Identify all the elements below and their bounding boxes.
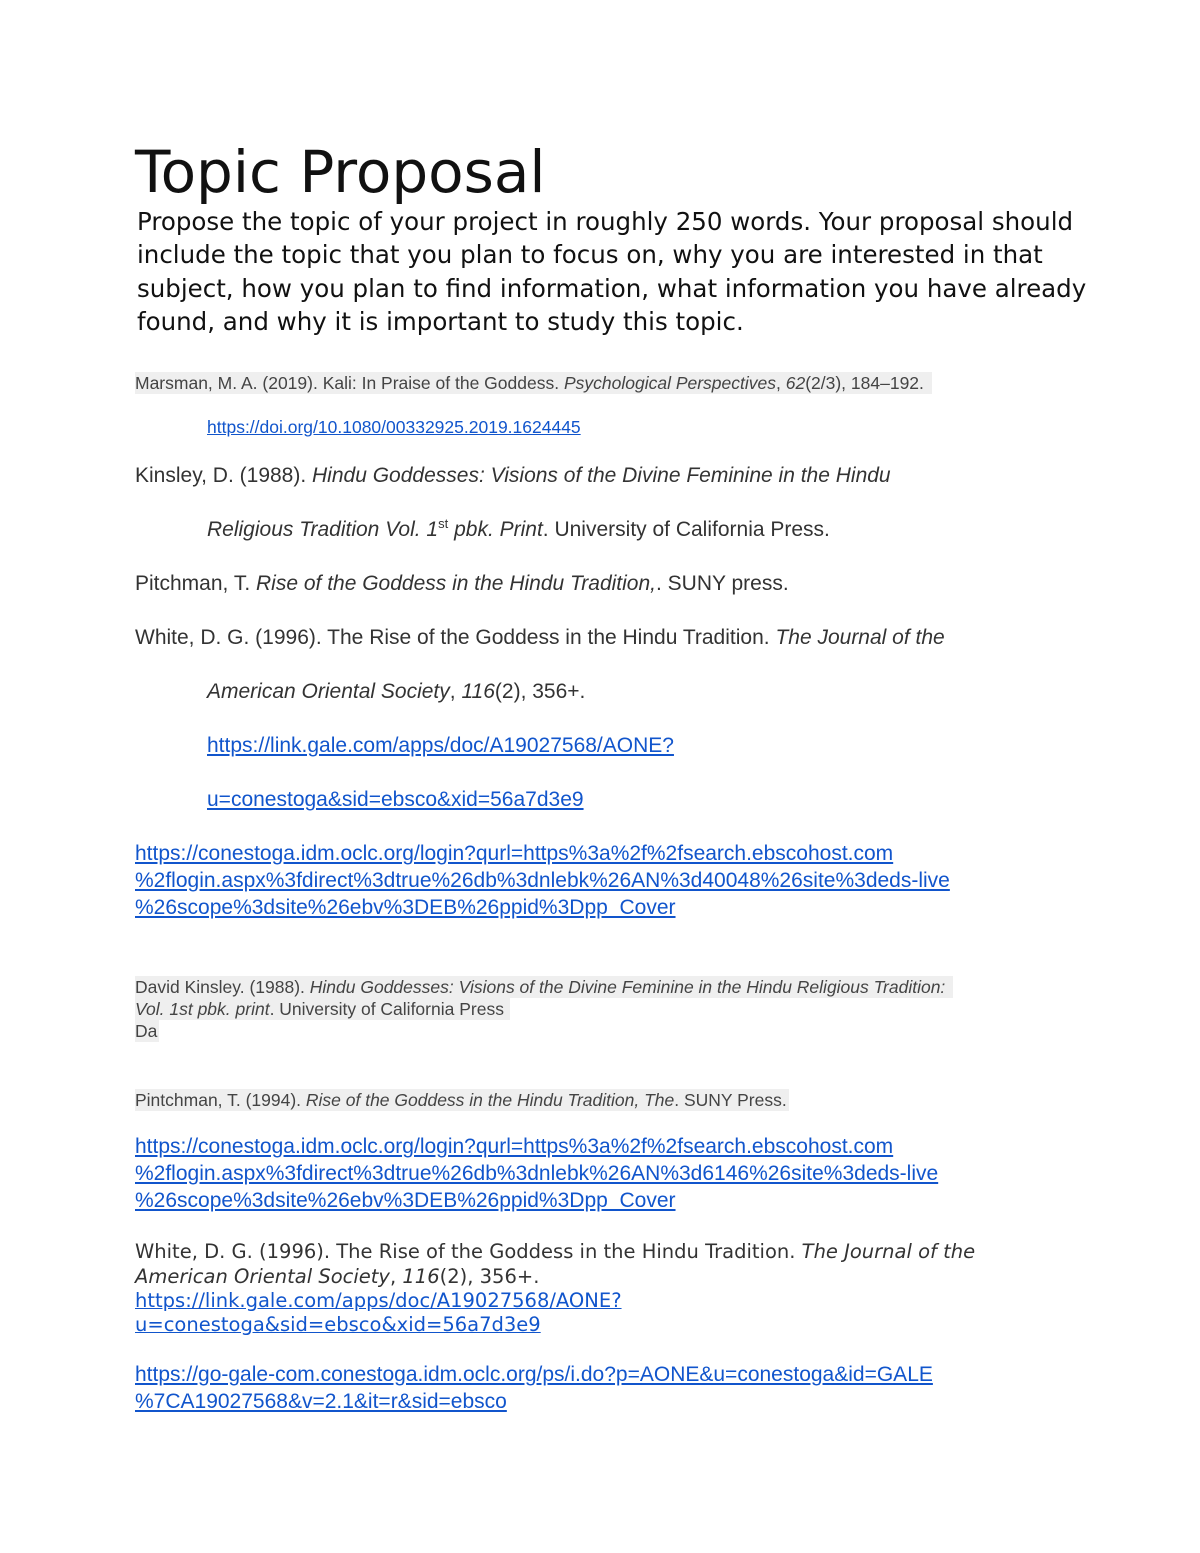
ref-volume: 62 bbox=[785, 373, 806, 393]
reference-white-2 bbox=[135, 1239, 975, 1265]
ref-volume: 116 bbox=[461, 680, 495, 703]
ref-journal: The Journal of the bbox=[801, 1240, 976, 1263]
page-title: Topic Proposal bbox=[135, 138, 546, 206]
ref-publisher: . SUNY Press. bbox=[674, 1090, 787, 1110]
ref-author: White, D. G. (1996). The Rise of the Goddess in the Hindu Tradition. bbox=[135, 1240, 802, 1263]
ebsco-link-line1[interactable]: https://conestoga.idm.oclc.org/login?qurl=https%3a%2f%2fsearch.ebscohost.com bbox=[135, 842, 894, 865]
reference-kinsley bbox=[135, 463, 891, 489]
reference-white-2-cont bbox=[135, 1264, 539, 1290]
ref-author: Pintchman, T. (1994). bbox=[135, 1090, 306, 1110]
ref-journal: The Journal of the bbox=[775, 626, 945, 649]
ebsco-link-2-line2[interactable]: %2flogin.aspx%3fdirect%3dtrue%26db%3dnlebk%26AN%3d6146%26site%3deds-live bbox=[135, 1162, 939, 1185]
ref-journal-cont: American Oriental Society bbox=[135, 1265, 390, 1288]
ref-title: Hindu Goddesses: Visions of the Divine Feminine in the Hindu Religious Tradition: bbox=[309, 977, 946, 997]
ebsco-link-line2[interactable]: %2flogin.aspx%3fdirect%3dtrue%26db%3dnlebk%26AN%3d40048%26site%3deds-live bbox=[135, 869, 950, 892]
gale-link-part2[interactable]: u=conestoga&sid=ebsco&xid=56a7d3e9 bbox=[207, 788, 584, 811]
ebsco-link-2-line1[interactable]: https://conestoga.idm.oclc.org/login?qurl=https%3a%2f%2fsearch.ebscohost.com bbox=[135, 1135, 894, 1158]
reference-white-cont bbox=[207, 679, 585, 705]
gale-link-part1[interactable]: https://link.gale.com/apps/doc/A19027568/AONE? bbox=[207, 734, 674, 757]
reference-white bbox=[135, 625, 945, 651]
ref-author: Marsman, M. A. (2019). Kali: In Praise of the Goddess. bbox=[135, 373, 564, 393]
ref-superscript: st bbox=[438, 516, 449, 531]
ref-pages: (2), 356+. bbox=[439, 1265, 540, 1288]
ref-title-cont: Vol. 1st pbk. print bbox=[135, 999, 270, 1019]
reference-kinsley-2 bbox=[135, 976, 953, 998]
ref-publisher: . SUNY press. bbox=[656, 572, 789, 595]
ref-sep: , bbox=[389, 1265, 403, 1288]
ref-journal-cont: American Oriental Society bbox=[207, 680, 450, 703]
ref-author: White, D. G. (1996). The Rise of the Goddess in the Hindu Tradition. bbox=[135, 626, 776, 649]
reference-marsman bbox=[135, 372, 932, 394]
ebsco-link-2-line3[interactable]: %26scope%3dsite%26ebv%3DEB%26ppid%3Dpp_Cover bbox=[135, 1189, 676, 1212]
ref-author: David Kinsley. (1988). bbox=[135, 977, 310, 997]
ref-title-end: pbk. Print bbox=[448, 518, 543, 541]
ref-journal: Psychological Perspectives bbox=[563, 373, 776, 393]
reference-pitchman bbox=[135, 571, 789, 597]
doi-link[interactable]: https://doi.org/10.1080/00332925.2019.1624445 bbox=[207, 417, 581, 437]
ref-title-cont: Religious Tradition Vol. 1 bbox=[207, 518, 439, 541]
gale-proxy-link-line1[interactable]: https://go-gale-com.conestoga.idm.oclc.org/ps/i.do?p=AONE&u=conestoga&id=GALE bbox=[135, 1363, 933, 1386]
ref-title: Hindu Goddesses: Visions of the Divine Feminine in the Hindu bbox=[312, 464, 891, 487]
trailing-fragment: Da bbox=[135, 1021, 158, 1041]
ref-pages: (2/3), 184–192. bbox=[805, 373, 924, 393]
ref-title: Rise of the Goddess in the Hindu Tradition, The bbox=[305, 1090, 675, 1110]
gale-proxy-link-line2[interactable]: %7CA19027568&v=2.1&it=r&sid=ebsco bbox=[135, 1390, 507, 1413]
gale-link-2-part1[interactable]: https://link.gale.com/apps/doc/A19027568/AONE? bbox=[135, 1289, 622, 1312]
ref-publisher: . University of California Press bbox=[269, 999, 504, 1019]
ref-sep: , bbox=[776, 373, 786, 393]
gale-link-2-part2[interactable]: u=conestoga&sid=ebsco&xid=56a7d3e9 bbox=[135, 1313, 541, 1336]
ref-sep: , bbox=[449, 680, 462, 703]
ref-publisher: . University of California Press. bbox=[542, 518, 830, 541]
ref-author: Kinsley, D. (1988). bbox=[135, 464, 313, 487]
ref-pages: (2), 356+. bbox=[494, 680, 586, 703]
ref-volume: 116 bbox=[402, 1265, 440, 1288]
assignment-prompt: Propose the topic of your project in roughly 250 words. Your proposal should include the topic that you plan to focus on, why you are interested in that subject, how you plan to find information, what information you have already found, and why it is important to study this topic. bbox=[137, 207, 1087, 336]
reference-kinsley-2-cont bbox=[135, 998, 510, 1020]
ebsco-link-line3[interactable]: %26scope%3dsite%26ebv%3DEB%26ppid%3Dpp_Cover bbox=[135, 896, 676, 919]
ref-author: Pitchman, T. bbox=[135, 572, 256, 595]
reference-pintchman bbox=[135, 1089, 789, 1111]
ref-title: Rise of the Goddess in the Hindu Tradition, bbox=[256, 572, 656, 595]
reference-kinsley-cont bbox=[207, 517, 830, 543]
